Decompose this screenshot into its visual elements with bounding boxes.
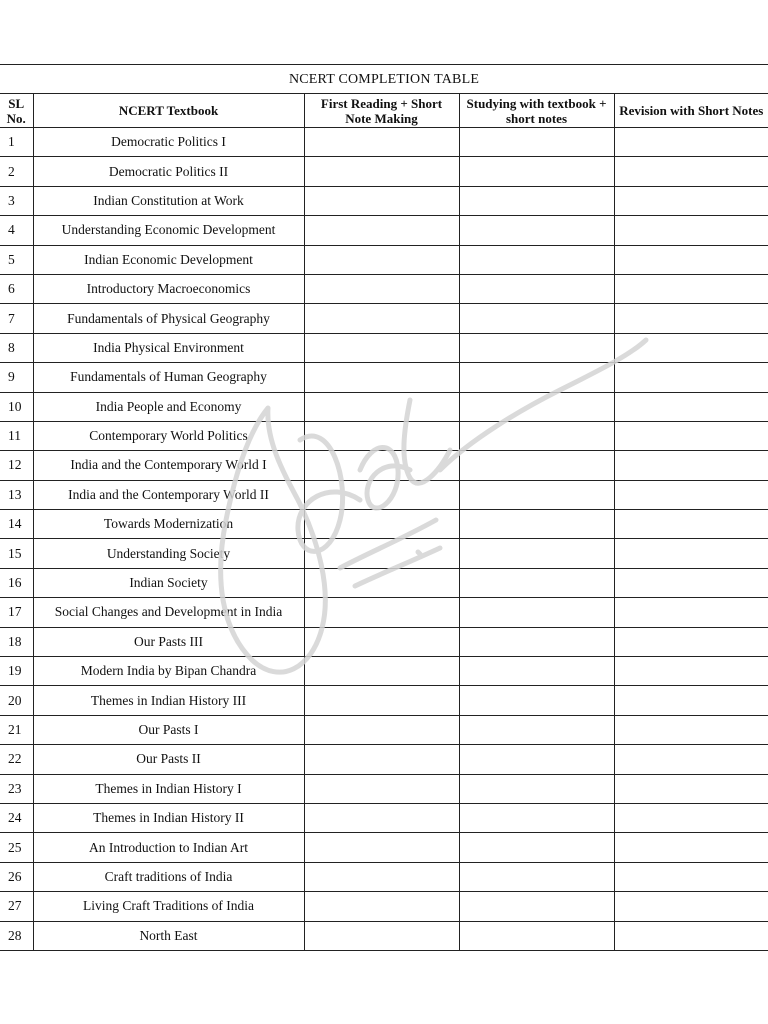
first-reading-cell bbox=[304, 392, 459, 421]
textbook-cell: Towards Modernization bbox=[33, 510, 304, 539]
textbook-cell: Fundamentals of Physical Geography bbox=[33, 304, 304, 333]
table-row bbox=[0, 510, 768, 539]
studying-cell bbox=[459, 157, 614, 186]
textbook-cell: Our Pasts II bbox=[33, 745, 304, 774]
sl-no-cell: 13 bbox=[0, 480, 33, 509]
textbook-cell: Contemporary World Politics bbox=[33, 421, 304, 450]
first-reading-cell bbox=[304, 128, 459, 157]
table-row bbox=[0, 539, 768, 568]
revision-cell bbox=[614, 245, 768, 274]
table-row bbox=[0, 128, 768, 157]
revision-cell bbox=[614, 657, 768, 686]
studying-cell bbox=[459, 568, 614, 597]
studying-cell bbox=[459, 715, 614, 744]
table-row bbox=[0, 921, 768, 950]
sl-no-cell: 8 bbox=[0, 333, 33, 362]
first-reading-cell bbox=[304, 686, 459, 715]
textbook-cell: Indian Constitution at Work bbox=[33, 186, 304, 215]
sl-no-cell: 4 bbox=[0, 216, 33, 245]
table-row bbox=[0, 892, 768, 921]
studying-cell bbox=[459, 657, 614, 686]
textbook-cell: Democratic Politics II bbox=[33, 157, 304, 186]
first-reading-cell bbox=[304, 274, 459, 303]
studying-cell bbox=[459, 216, 614, 245]
revision-cell bbox=[614, 862, 768, 891]
revision-cell bbox=[614, 451, 768, 480]
table-row bbox=[0, 568, 768, 597]
revision-cell bbox=[614, 333, 768, 362]
first-reading-cell bbox=[304, 157, 459, 186]
sl-no-cell: 2 bbox=[0, 157, 33, 186]
sl-no-cell: 11 bbox=[0, 421, 33, 450]
revision-cell bbox=[614, 363, 768, 392]
revision-cell bbox=[614, 892, 768, 921]
table-title: NCERT COMPLETION TABLE bbox=[0, 65, 768, 94]
sl-no-cell: 9 bbox=[0, 363, 33, 392]
first-reading-cell bbox=[304, 186, 459, 215]
sl-no-cell: 25 bbox=[0, 833, 33, 862]
ncert-completion-table bbox=[0, 64, 768, 951]
sl-no-cell: 21 bbox=[0, 715, 33, 744]
sl-no-cell: 28 bbox=[0, 921, 33, 950]
sl-no-cell: 19 bbox=[0, 657, 33, 686]
revision-cell bbox=[614, 480, 768, 509]
first-reading-cell bbox=[304, 657, 459, 686]
textbook-cell: Democratic Politics I bbox=[33, 128, 304, 157]
sl-no-cell: 27 bbox=[0, 892, 33, 921]
textbook-cell: Our Pasts I bbox=[33, 715, 304, 744]
table-header-row bbox=[0, 94, 768, 128]
first-reading-cell bbox=[304, 568, 459, 597]
studying-cell bbox=[459, 686, 614, 715]
revision-cell bbox=[614, 304, 768, 333]
studying-cell bbox=[459, 245, 614, 274]
sl-no-cell: 24 bbox=[0, 803, 33, 832]
first-reading-cell bbox=[304, 510, 459, 539]
textbook-cell: An Introduction to Indian Art bbox=[33, 833, 304, 862]
sl-no-cell: 3 bbox=[0, 186, 33, 215]
revision-cell bbox=[614, 157, 768, 186]
column-header-studying: Studying with textbook + short notes bbox=[459, 94, 614, 128]
first-reading-cell bbox=[304, 892, 459, 921]
first-reading-cell bbox=[304, 715, 459, 744]
revision-cell bbox=[614, 803, 768, 832]
studying-cell bbox=[459, 539, 614, 568]
first-reading-cell bbox=[304, 627, 459, 656]
studying-cell bbox=[459, 745, 614, 774]
column-header-sl-no: SL No. bbox=[0, 94, 33, 128]
first-reading-cell bbox=[304, 245, 459, 274]
revision-cell bbox=[614, 421, 768, 450]
revision-cell bbox=[614, 186, 768, 215]
table-row bbox=[0, 421, 768, 450]
first-reading-cell bbox=[304, 216, 459, 245]
table-row bbox=[0, 803, 768, 832]
studying-cell bbox=[459, 480, 614, 509]
revision-cell bbox=[614, 745, 768, 774]
first-reading-cell bbox=[304, 333, 459, 362]
column-header-revision: Revision with Short Notes bbox=[614, 94, 768, 128]
table-row bbox=[0, 451, 768, 480]
table-row bbox=[0, 216, 768, 245]
column-header-first-reading: First Reading + Short Note Making bbox=[304, 94, 459, 128]
sl-no-cell: 7 bbox=[0, 304, 33, 333]
revision-cell bbox=[614, 921, 768, 950]
textbook-cell: North East bbox=[33, 921, 304, 950]
first-reading-cell bbox=[304, 745, 459, 774]
studying-cell bbox=[459, 627, 614, 656]
table-row bbox=[0, 627, 768, 656]
revision-cell bbox=[614, 598, 768, 627]
revision-cell bbox=[614, 274, 768, 303]
textbook-cell: India and the Contemporary World I bbox=[33, 451, 304, 480]
table-row bbox=[0, 186, 768, 215]
studying-cell bbox=[459, 892, 614, 921]
sl-no-cell: 20 bbox=[0, 686, 33, 715]
revision-cell bbox=[614, 216, 768, 245]
studying-cell bbox=[459, 451, 614, 480]
studying-cell bbox=[459, 392, 614, 421]
textbook-cell: Indian Economic Development bbox=[33, 245, 304, 274]
table-row bbox=[0, 157, 768, 186]
table-row bbox=[0, 657, 768, 686]
revision-cell bbox=[614, 128, 768, 157]
sl-no-cell: 6 bbox=[0, 274, 33, 303]
first-reading-cell bbox=[304, 480, 459, 509]
sl-no-cell: 5 bbox=[0, 245, 33, 274]
sl-no-cell: 17 bbox=[0, 598, 33, 627]
column-header-textbook: NCERT Textbook bbox=[33, 94, 304, 128]
table-row bbox=[0, 686, 768, 715]
revision-cell bbox=[614, 715, 768, 744]
sl-no-cell: 15 bbox=[0, 539, 33, 568]
revision-cell bbox=[614, 392, 768, 421]
sl-no-cell: 22 bbox=[0, 745, 33, 774]
textbook-cell: Social Changes and Development in India bbox=[33, 598, 304, 627]
studying-cell bbox=[459, 774, 614, 803]
table-row bbox=[0, 774, 768, 803]
studying-cell bbox=[459, 598, 614, 627]
revision-cell bbox=[614, 539, 768, 568]
textbook-cell: Our Pasts III bbox=[33, 627, 304, 656]
table-row bbox=[0, 862, 768, 891]
textbook-cell: India People and Economy bbox=[33, 392, 304, 421]
first-reading-cell bbox=[304, 363, 459, 392]
studying-cell bbox=[459, 333, 614, 362]
textbook-cell: Introductory Macroeconomics bbox=[33, 274, 304, 303]
textbook-cell: Living Craft Traditions of India bbox=[33, 892, 304, 921]
table-row bbox=[0, 715, 768, 744]
sl-no-cell: 12 bbox=[0, 451, 33, 480]
textbook-cell: Themes in Indian History II bbox=[33, 803, 304, 832]
textbook-cell: Understanding Society bbox=[33, 539, 304, 568]
studying-cell bbox=[459, 862, 614, 891]
sl-no-cell: 1 bbox=[0, 128, 33, 157]
textbook-cell: India Physical Environment bbox=[33, 333, 304, 362]
first-reading-cell bbox=[304, 774, 459, 803]
studying-cell bbox=[459, 833, 614, 862]
first-reading-cell bbox=[304, 803, 459, 832]
first-reading-cell bbox=[304, 304, 459, 333]
revision-cell bbox=[614, 686, 768, 715]
textbook-cell: Modern India by Bipan Chandra bbox=[33, 657, 304, 686]
table-row bbox=[0, 598, 768, 627]
sl-no-cell: 23 bbox=[0, 774, 33, 803]
textbook-cell: Understanding Economic Development bbox=[33, 216, 304, 245]
table-row bbox=[0, 392, 768, 421]
first-reading-cell bbox=[304, 598, 459, 627]
studying-cell bbox=[459, 128, 614, 157]
revision-cell bbox=[614, 568, 768, 597]
revision-cell bbox=[614, 833, 768, 862]
textbook-cell: Craft traditions of India bbox=[33, 862, 304, 891]
first-reading-cell bbox=[304, 451, 459, 480]
studying-cell bbox=[459, 363, 614, 392]
table-row bbox=[0, 333, 768, 362]
textbook-cell: Indian Society bbox=[33, 568, 304, 597]
studying-cell bbox=[459, 304, 614, 333]
first-reading-cell bbox=[304, 539, 459, 568]
revision-cell bbox=[614, 510, 768, 539]
table-row bbox=[0, 480, 768, 509]
studying-cell bbox=[459, 803, 614, 832]
revision-cell bbox=[614, 627, 768, 656]
first-reading-cell bbox=[304, 921, 459, 950]
first-reading-cell bbox=[304, 862, 459, 891]
table-row bbox=[0, 304, 768, 333]
table-row bbox=[0, 274, 768, 303]
textbook-cell: Themes in Indian History I bbox=[33, 774, 304, 803]
revision-cell bbox=[614, 774, 768, 803]
textbook-cell: India and the Contemporary World II bbox=[33, 480, 304, 509]
table-body bbox=[0, 128, 768, 951]
table-row bbox=[0, 363, 768, 392]
textbook-cell: Fundamentals of Human Geography bbox=[33, 363, 304, 392]
first-reading-cell bbox=[304, 833, 459, 862]
studying-cell bbox=[459, 421, 614, 450]
sl-no-cell: 26 bbox=[0, 862, 33, 891]
sl-no-cell: 10 bbox=[0, 392, 33, 421]
studying-cell bbox=[459, 921, 614, 950]
table-row bbox=[0, 245, 768, 274]
studying-cell bbox=[459, 510, 614, 539]
table-row bbox=[0, 745, 768, 774]
sl-no-cell: 14 bbox=[0, 510, 33, 539]
sl-no-cell: 16 bbox=[0, 568, 33, 597]
first-reading-cell bbox=[304, 421, 459, 450]
sl-no-cell: 18 bbox=[0, 627, 33, 656]
studying-cell bbox=[459, 274, 614, 303]
studying-cell bbox=[459, 186, 614, 215]
completion-table-container bbox=[0, 64, 768, 951]
table-row bbox=[0, 833, 768, 862]
textbook-cell: Themes in Indian History III bbox=[33, 686, 304, 715]
